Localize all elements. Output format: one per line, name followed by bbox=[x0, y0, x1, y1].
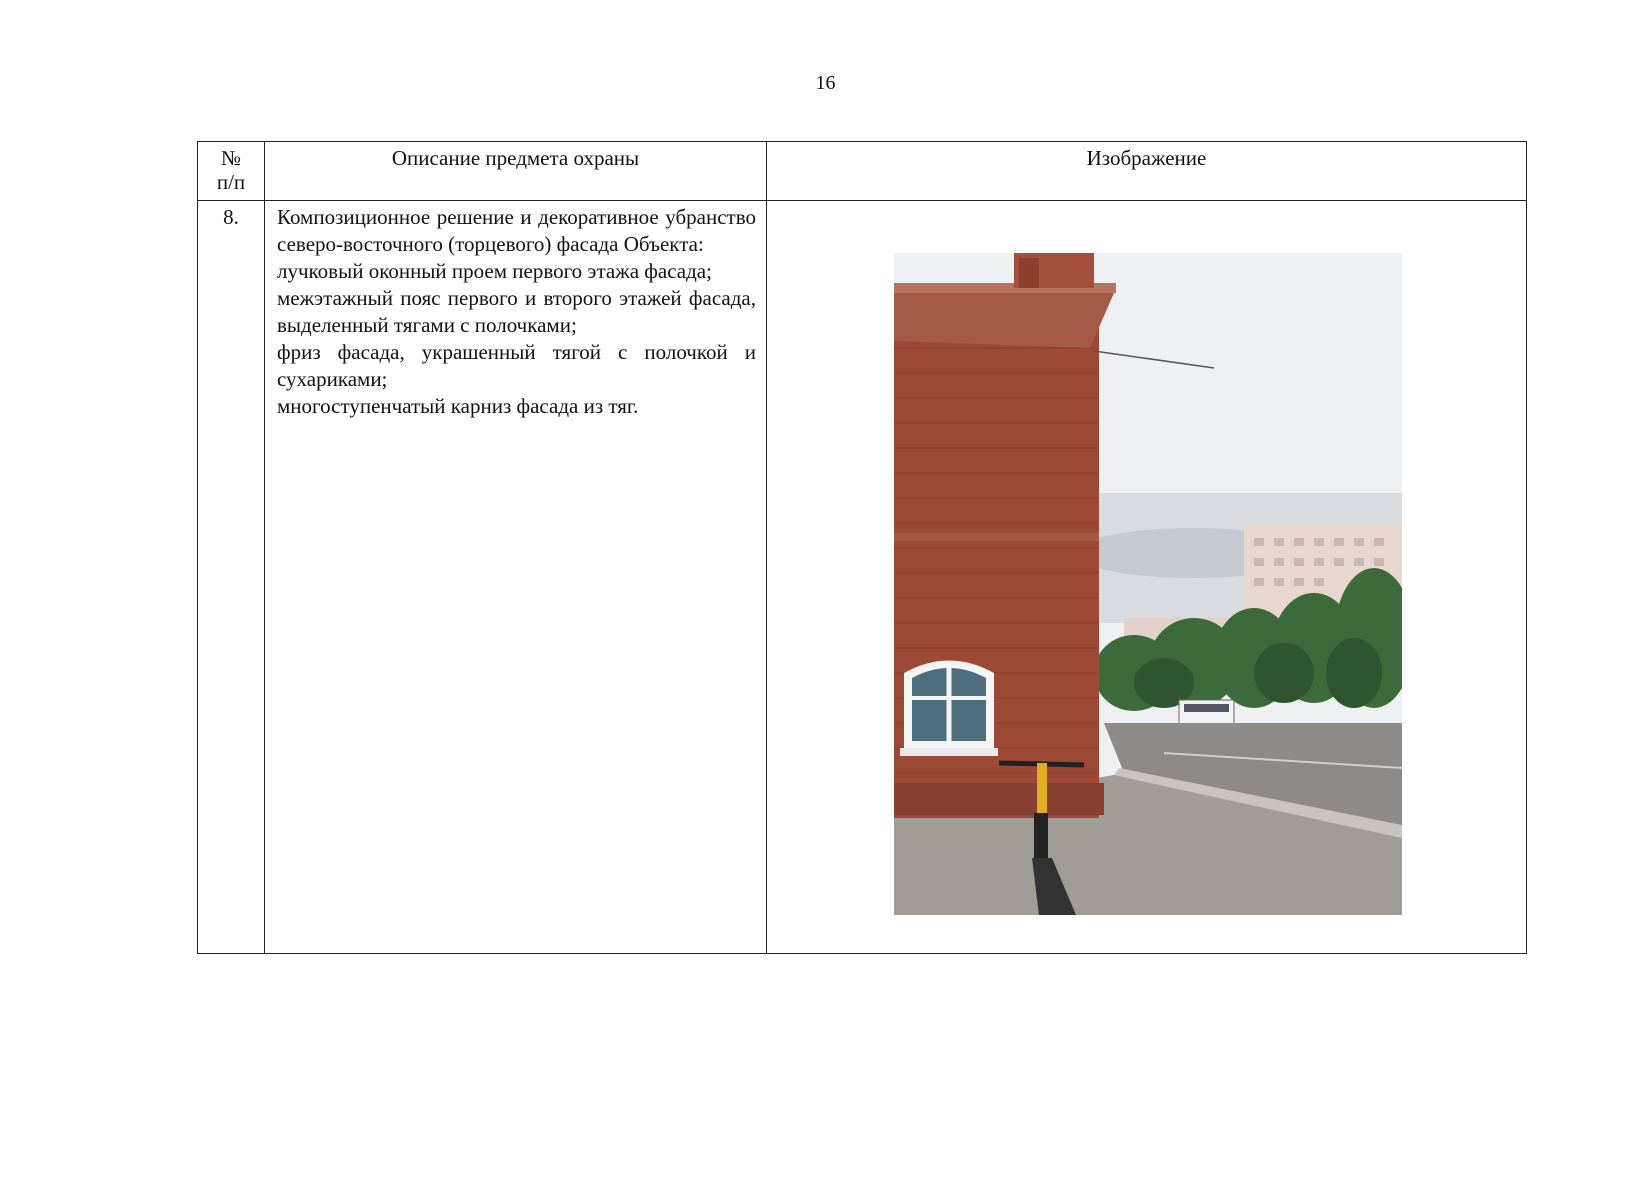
description-line: лучковый оконный проем первого этажа фасада; bbox=[277, 259, 712, 283]
page-number: 16 bbox=[815, 72, 836, 94]
interfloor-belt bbox=[894, 533, 1099, 541]
description-line: Композиционное решение и декоративное убранство северо-восточного (торцевого) фасада Объекта: bbox=[277, 205, 756, 256]
header-image: Изображение bbox=[767, 142, 1527, 201]
description-line: многоступенчатый карниз фасада из тяг. bbox=[277, 394, 639, 418]
cornice bbox=[894, 286, 1114, 348]
table-header-row bbox=[198, 142, 1527, 201]
header-description: Описание предмета охраны bbox=[265, 142, 767, 201]
header-number bbox=[198, 142, 265, 201]
row-description bbox=[265, 201, 767, 954]
header-number-abbr: п/п bbox=[216, 170, 246, 194]
description-line: межэтажный пояс первого и второго этажей фасада, выделенный тягами с полочками; bbox=[277, 286, 756, 337]
protection-subject-table bbox=[197, 141, 1527, 954]
description-line: фриз фасада, украшенный тягой с полочкой и сухариками; bbox=[277, 340, 756, 391]
table-row bbox=[198, 201, 1527, 954]
row-image-cell bbox=[767, 201, 1527, 954]
header-number-sign: № bbox=[220, 146, 242, 170]
row-number: 8. bbox=[198, 201, 265, 954]
facade-photo bbox=[894, 253, 1402, 915]
